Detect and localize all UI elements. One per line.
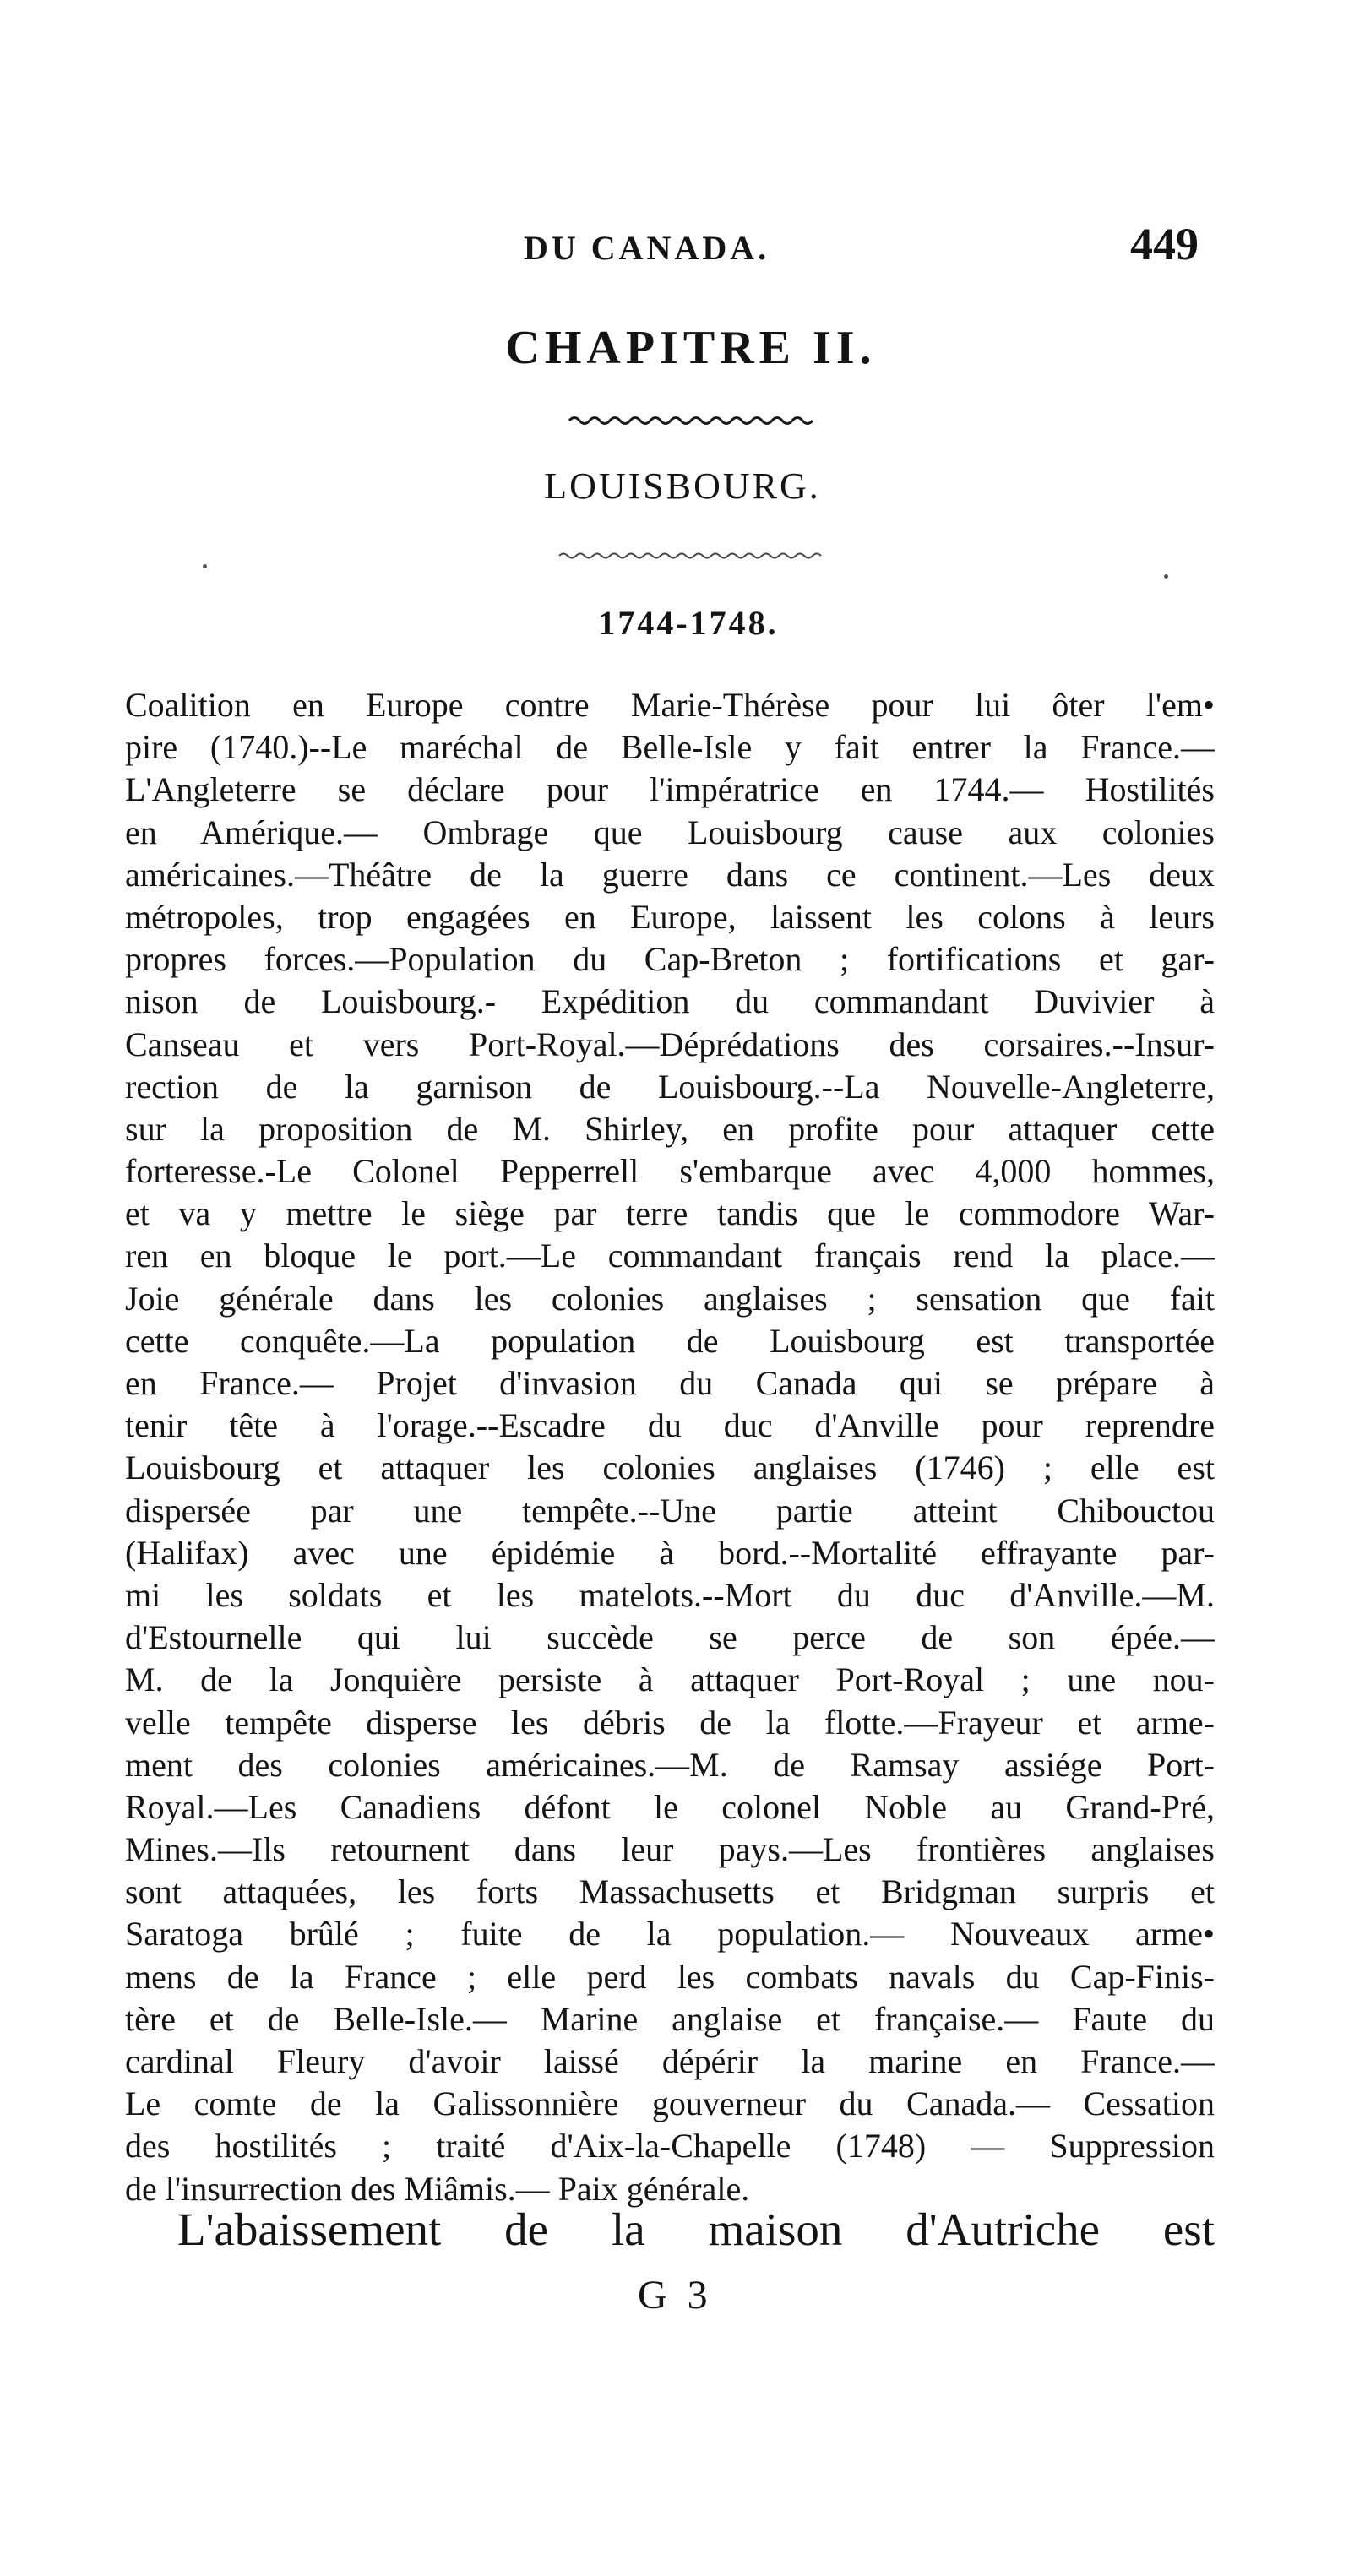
summary-line: mens de la France ; elle perd les combats navals du Cap-Finis- <box>125 1957 1215 1996</box>
summary-line: cardinal Fleury d'avoir laissé dépérir la marine en France.— <box>125 2042 1215 2080</box>
summary-line: d'Estournelle qui lui succède se perce de son épée.— <box>125 1618 1215 1657</box>
summary-line: pire (1740.)--Le maréchal de Belle-Isle y fait entrer la France.— <box>125 728 1215 767</box>
summary-line: sont attaquées, les forts Massachusetts et Bridgman surpris et <box>125 1872 1215 1911</box>
summary-line: métropoles, trop engagées en Europe, laissent les colons à leurs <box>125 897 1215 936</box>
summary-line: M. de la Jonquière persiste à attaquer Port-Royal ; une nou- <box>125 1660 1215 1699</box>
print-speck <box>1164 574 1168 579</box>
summary-line: ren en bloque le port.—Le commandant français rend la place.— <box>125 1236 1215 1275</box>
summary-line: Joie générale dans les colonies anglaises ; sensation que fait <box>125 1279 1215 1318</box>
summary-line: ment des colonies américaines.—M. de Ramsay assiége Port- <box>125 1745 1215 1784</box>
summary-line: mi les soldats et les matelots.--Mort du duc d'Anville.—M. <box>125 1575 1215 1614</box>
wavy-rule-ornament <box>0 412 1365 433</box>
summary-line: américaines.—Théâtre de la guerre dans ce continent.—Les deux <box>125 855 1215 894</box>
summary-line: Canseau et vers Port-Royal.—Déprédations des corsaires.--Insur- <box>125 1024 1215 1063</box>
page-number: 449 <box>1130 219 1199 269</box>
summary-line: de l'insurrection des Miâmis.— Paix générale. <box>125 2169 750 2208</box>
summary-line: des hostilités ; traité d'Aix-la-Chapelle (1748) — Suppression <box>125 2127 1215 2166</box>
summary-line: Le comte de la Galissonnière gouverneur du Canada.— Cessation <box>125 2084 1215 2123</box>
summary-line: nison de Louisbourg.- Expédition du commandant Duvivier à <box>125 982 1215 1021</box>
summary-line: Coalition en Europe contre Marie-Thérèse pour lui ôter l'em• <box>125 686 1215 724</box>
summary-line: Louisbourg et attaquer les colonies anglaises (1746) ; elle est <box>125 1448 1215 1487</box>
summary-line: velle tempête disperse les débris de la flotte.—Frayeur et arme- <box>125 1703 1215 1742</box>
chapter-title: CHAPITRE II. <box>505 322 877 374</box>
summary-line: rection de la garnison de Louisbourg.--La Nouvelle-Angleterre, <box>125 1067 1215 1106</box>
summary-line: Mines.—Ils retournent dans leur pays.—Les frontières anglaises <box>125 1830 1215 1869</box>
summary-line: Royal.—Les Canadiens défont le colonel Noble au Grand-Pré, <box>125 1787 1215 1826</box>
date-range: 1744-1748. <box>598 604 779 642</box>
print-speck <box>203 564 207 568</box>
summary-line: en France.— Projet d'invasion du Canada qui se prépare à <box>125 1364 1215 1402</box>
summary-line: forteresse.-Le Colonel Pepperrell s'embarque avec 4,000 hommes, <box>125 1152 1215 1191</box>
summary-line: et va y mettre le siège par terre tandis que le commodore War- <box>125 1194 1215 1233</box>
summary-line: Saratoga brûlé ; fuite de la population.— Nouveaux arme• <box>125 1915 1215 1954</box>
signature-mark: G 3 <box>638 2273 713 2318</box>
body-text-line: L'abaissement de la maison d'Autriche est <box>177 2204 1215 2255</box>
summary-line: propres forces.—Population du Cap-Breton ; fortifications et gar- <box>125 940 1215 979</box>
summary-line: dispersée par une tempête.--Une partie atteint Chibouctou <box>125 1491 1215 1530</box>
summary-line: L'Angleterre se déclare pour l'impératrice en 1744.— Hostilités <box>125 770 1215 809</box>
running-head: DU CANADA. <box>524 229 770 267</box>
summary-line: en Amérique.— Ombrage que Louisbourg cause aux colonies <box>125 812 1215 851</box>
chapter-summary <box>125 684 1215 2210</box>
summary-line: (Halifax) avec une épidémie à bord.--Mortalité effrayante par- <box>125 1533 1215 1572</box>
summary-line: cette conquête.—La population de Louisbourg est transportée <box>125 1321 1215 1360</box>
summary-line: tère et de Belle-Isle.— Marine anglaise et française.— Faute du <box>125 1999 1215 2038</box>
summary-line: sur la proposition de M. Shirley, en profite pour attaquer cette <box>125 1109 1215 1148</box>
section-title: LOUISBOURG. <box>544 465 821 507</box>
summary-line: tenir tête à l'orage.--Escadre du duc d'Anville pour reprendre <box>125 1406 1215 1445</box>
